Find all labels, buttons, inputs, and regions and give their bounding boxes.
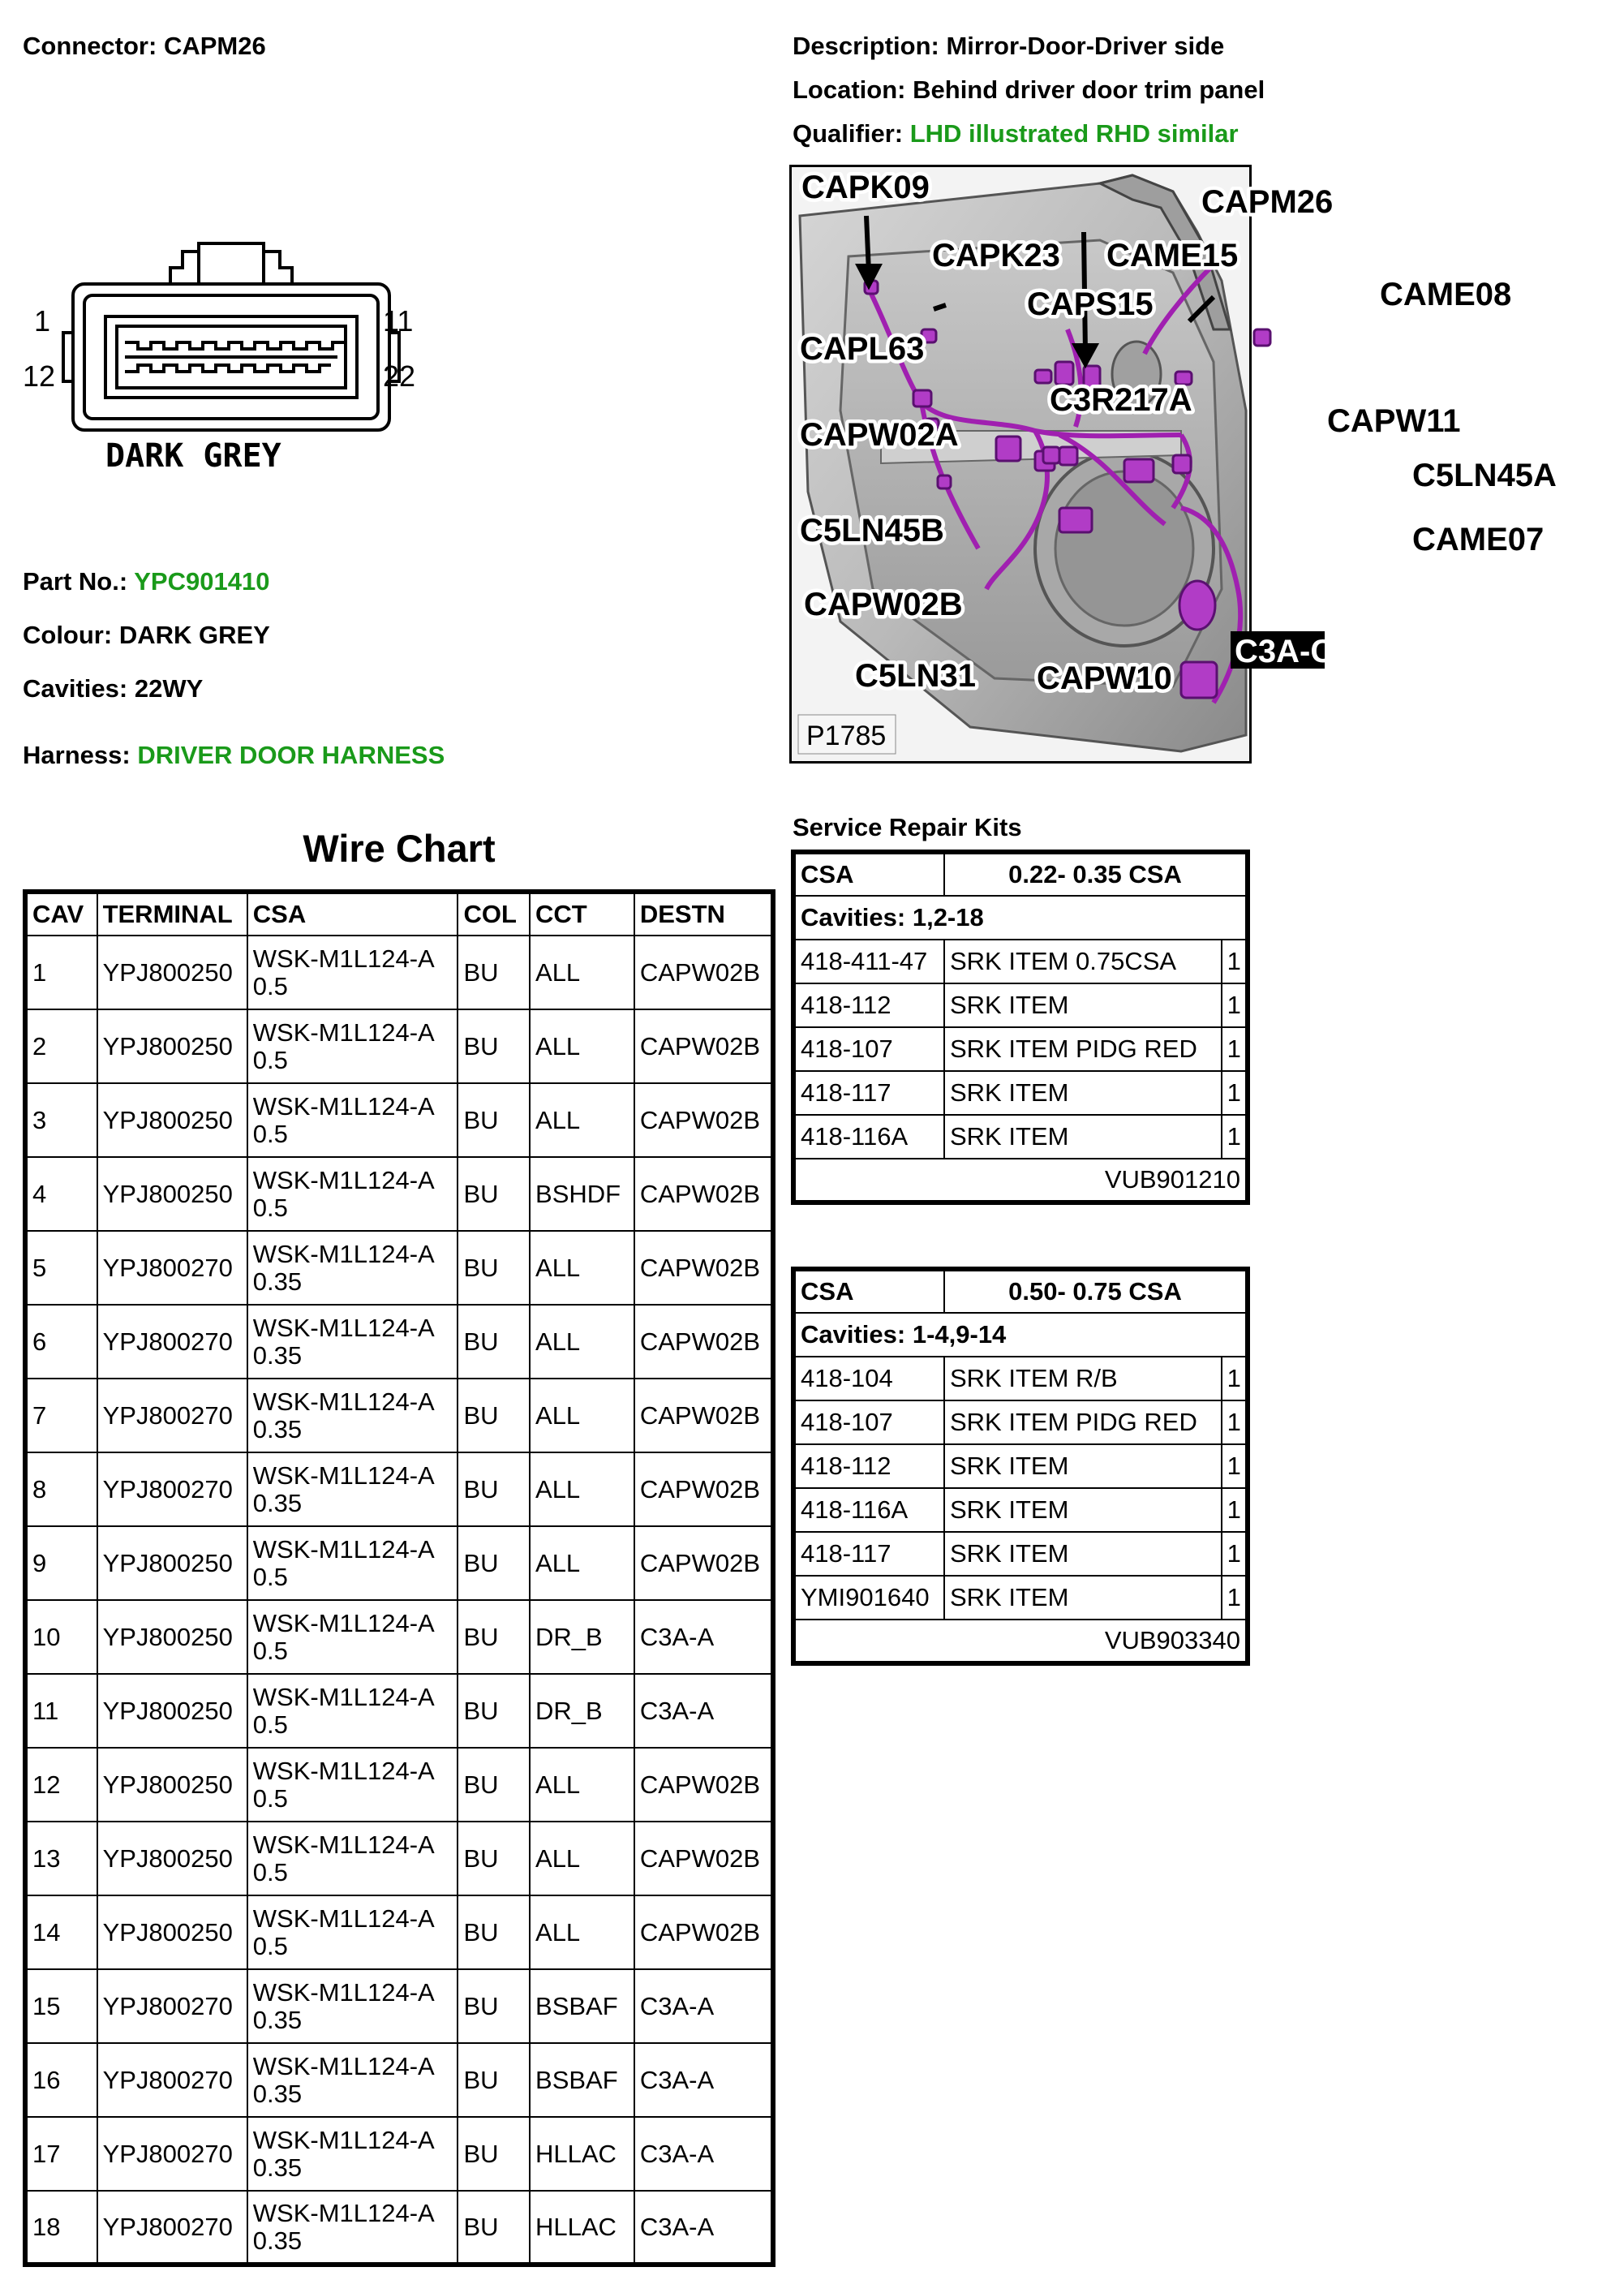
srk-title: Service Repair Kits [793, 813, 1022, 841]
cell-cct: ALL [530, 1009, 634, 1083]
table-row [25, 1452, 773, 1526]
cell-cav: 6 [25, 1305, 97, 1379]
srk-item-desc: SRK ITEM [944, 1488, 1222, 1532]
cell-terminal: YPJ800270 [97, 2191, 247, 2265]
cell-csa-size: 0.5 [252, 1045, 288, 1074]
cell-csa [247, 2117, 458, 2191]
cell-csa-spec: WSK-M1L124-A [252, 2125, 435, 2154]
srk-item-desc: SRK ITEM [944, 1532, 1222, 1576]
door-harness-drawing [792, 167, 1557, 761]
cell-csa [247, 1379, 458, 1452]
cell-terminal: YPJ800250 [97, 1748, 247, 1822]
cell-terminal: YPJ800250 [97, 1083, 247, 1157]
srk-item-desc: SRK ITEM [944, 1576, 1222, 1620]
cell-cct: BSBAF [530, 1969, 634, 2043]
srk-item-qty: 1 [1222, 1357, 1248, 1400]
srk-item-desc: SRK ITEM [944, 1115, 1222, 1159]
cell-cav: 13 [25, 1822, 97, 1895]
callout-c5ln45a: C5LN45A [1412, 458, 1557, 493]
list-item [793, 1357, 1248, 1400]
srk-item-qty: 1 [1222, 1444, 1248, 1488]
cell-csa-size: 0.5 [252, 1636, 288, 1665]
cell-destn: CAPW02B [634, 1009, 773, 1083]
pin-label-12: 12 [23, 359, 56, 393]
description-label: Description: [793, 32, 939, 60]
srk-1-csa-value: 0.22- 0.35 CSA [944, 852, 1248, 896]
srk-2-cavities-row [793, 1313, 1248, 1357]
illustration-code: P1785 [806, 721, 887, 751]
cell-destn: C3A-A [634, 2043, 773, 2117]
cell-col: BU [458, 1231, 530, 1305]
location-value: Behind driver door trim panel [913, 75, 1265, 104]
srk-item-desc: SRK ITEM PIDG RED [944, 1027, 1222, 1071]
cell-terminal: YPJ800270 [97, 2117, 247, 2191]
table-row [25, 1083, 773, 1157]
cell-destn: C3A-A [634, 2191, 773, 2265]
cell-cct: ALL [530, 1231, 634, 1305]
cell-csa [247, 1600, 458, 1674]
cell-cav: 8 [25, 1452, 97, 1526]
cell-cav: 18 [25, 2191, 97, 2265]
cell-cav: 4 [25, 1157, 97, 1231]
callout-c5ln31: C5LN31 [855, 658, 976, 694]
part-number-line [23, 566, 269, 597]
srk-2-kit-row [793, 1620, 1248, 1663]
cell-csa-size: 0.5 [252, 1783, 288, 1813]
cell-csa-spec: WSK-M1L124-A [252, 1165, 435, 1194]
harness-value: DRIVER DOOR HARNESS [137, 741, 445, 769]
cell-cav: 11 [25, 1674, 97, 1748]
srk-table-2 [791, 1267, 1250, 1666]
srk-item-qty: 1 [1222, 1027, 1248, 1071]
table-row [25, 1379, 773, 1452]
cell-destn: CAPW02B [634, 936, 773, 1009]
cell-col: BU [458, 1452, 530, 1526]
cell-csa-spec: WSK-M1L124-A [252, 1091, 435, 1121]
srk-item-qty: 1 [1222, 1532, 1248, 1576]
harness-label: Harness: [23, 741, 131, 769]
cell-col: BU [458, 1526, 530, 1600]
srk-item-code: 418-104 [793, 1357, 944, 1400]
cell-csa [247, 1157, 458, 1231]
column-header-cav: CAV [25, 892, 97, 936]
cell-destn: CAPW02B [634, 1895, 773, 1969]
cell-terminal: YPJ800250 [97, 1526, 247, 1600]
cell-cct: ALL [530, 1895, 634, 1969]
list-item [793, 1027, 1248, 1071]
cell-csa [247, 1305, 458, 1379]
connector-heading [23, 31, 266, 62]
srk-1-kit-number: VUB901210 [793, 1159, 1248, 1202]
srk-2-csa-label: CSA [793, 1269, 944, 1313]
cell-col: BU [458, 2043, 530, 2117]
table-row [25, 1674, 773, 1748]
srk-item-qty: 1 [1222, 940, 1248, 983]
srk-item-code: 418-112 [793, 1444, 944, 1488]
cell-cct: ALL [530, 936, 634, 1009]
cell-terminal: YPJ800270 [97, 1231, 247, 1305]
cell-csa-spec: WSK-M1L124-A [252, 1313, 435, 1342]
description-line [793, 31, 1224, 62]
connector-label: Connector: [23, 32, 157, 60]
column-header-destn: DESTN [634, 892, 773, 936]
cavities-line [23, 673, 203, 704]
table-row [25, 1969, 773, 2043]
callout-capw02b: CAPW02B [804, 587, 963, 622]
list-item [793, 1576, 1248, 1620]
srk-item-qty: 1 [1222, 983, 1248, 1027]
table-row [25, 2043, 773, 2117]
qualifier-line [793, 118, 1239, 149]
cell-csa-size: 0.35 [252, 1488, 303, 1517]
table-row [25, 1600, 773, 1674]
cell-cav: 16 [25, 2043, 97, 2117]
srk-item-desc: SRK ITEM [944, 1444, 1222, 1488]
pin-label-11: 11 [383, 304, 414, 338]
cell-csa-size: 0.35 [252, 1340, 303, 1370]
table-row [25, 1009, 773, 1083]
cell-cct: ALL [530, 1379, 634, 1452]
cell-destn: C3A-A [634, 2117, 773, 2191]
cell-col: BU [458, 1822, 530, 1895]
cell-destn: CAPW02B [634, 1157, 773, 1231]
cell-terminal: YPJ800270 [97, 1305, 247, 1379]
cell-col: BU [458, 1600, 530, 1674]
cell-terminal: YPJ800250 [97, 1674, 247, 1748]
cell-terminal: YPJ800250 [97, 1157, 247, 1231]
table-row [25, 2191, 773, 2265]
cell-terminal: YPJ800250 [97, 1600, 247, 1674]
speaker-cone [1055, 471, 1193, 626]
callout-c3r217a: C3R217A [1050, 382, 1192, 418]
callout-capm26: CAPM26 [1201, 184, 1334, 220]
srk-item-desc: SRK ITEM 0.75CSA [944, 940, 1222, 983]
part-number-value: YPC901410 [134, 567, 270, 596]
cell-cav: 7 [25, 1379, 97, 1452]
cell-col: BU [458, 2191, 530, 2265]
cell-col: BU [458, 1083, 530, 1157]
list-item [793, 1532, 1248, 1576]
qualifier-value: LHD illustrated RHD similar [909, 119, 1239, 148]
cell-destn: CAPW02B [634, 1748, 773, 1822]
cell-csa [247, 2191, 458, 2265]
srk-item-code: 418-116A [793, 1488, 944, 1532]
wire-chart-title: Wire Chart [303, 827, 496, 870]
colour-value: DARK GREY [118, 621, 270, 649]
table-row [25, 1822, 773, 1895]
srk-2-kit-number: VUB903340 [793, 1620, 1248, 1663]
cell-col: BU [458, 1379, 530, 1452]
cell-csa-spec: WSK-M1L124-A [252, 1682, 435, 1711]
cell-csa [247, 1231, 458, 1305]
cell-cav: 12 [25, 1748, 97, 1822]
cell-csa [247, 1969, 458, 2043]
pin-label-1: 1 [34, 304, 51, 338]
cell-terminal: YPJ800270 [97, 1452, 247, 1526]
cell-col: BU [458, 1157, 530, 1231]
pin-label-22: 22 [383, 359, 416, 393]
cell-cct: DR_B [530, 1674, 634, 1748]
srk-1-cavities: Cavities: 1,2-18 [793, 896, 1248, 940]
callout-c5ln45b: C5LN45B [800, 513, 944, 548]
cell-csa-size: 0.35 [252, 2005, 303, 2034]
cell-cct: ALL [530, 1305, 634, 1379]
list-item [793, 1400, 1248, 1444]
cell-csa [247, 1526, 458, 1600]
cell-destn: C3A-A [634, 1969, 773, 2043]
cell-csa-size: 0.5 [252, 1857, 288, 1886]
callout-capk23: CAPK23 [932, 238, 1060, 273]
cell-terminal: YPJ800270 [97, 2043, 247, 2117]
colour-line [23, 620, 270, 651]
list-item [793, 1444, 1248, 1488]
cell-cct: ALL [530, 1748, 634, 1822]
cell-col: BU [458, 936, 530, 1009]
srk-item-code: 418-107 [793, 1400, 944, 1444]
harness-line [23, 740, 445, 771]
cell-csa-size: 0.5 [252, 1119, 288, 1148]
cell-csa [247, 1083, 458, 1157]
cell-cct: DR_B [530, 1600, 634, 1674]
connector-face-diagram [16, 235, 438, 479]
cell-csa-spec: WSK-M1L124-A [252, 1460, 435, 1490]
cell-cav: 1 [25, 936, 97, 1009]
cell-cct: HLLAC [530, 2117, 634, 2191]
srk-item-qty: 1 [1222, 1071, 1248, 1115]
cell-col: BU [458, 2117, 530, 2191]
cell-terminal: YPJ800270 [97, 1969, 247, 2043]
cell-csa [247, 1822, 458, 1895]
srk-item-qty: 1 [1222, 1488, 1248, 1532]
cell-csa-size: 0.35 [252, 2226, 303, 2255]
cell-destn: CAPW02B [634, 1083, 773, 1157]
cell-col: BU [458, 1748, 530, 1822]
cell-csa-spec: WSK-M1L124-A [252, 1239, 435, 1268]
srk-table-1 [791, 850, 1250, 1205]
cell-csa-spec: WSK-M1L124-A [252, 1017, 435, 1047]
cell-cct: ALL [530, 1452, 634, 1526]
srk-2-cavities: Cavities: 1-4,9-14 [793, 1313, 1248, 1357]
srk-item-qty: 1 [1222, 1576, 1248, 1620]
srk-item-desc: SRK ITEM [944, 1071, 1222, 1115]
cell-csa-spec: WSK-M1L124-A [252, 944, 435, 973]
cell-csa-spec: WSK-M1L124-A [252, 1977, 435, 2007]
cell-csa-spec: WSK-M1L124-A [252, 1608, 435, 1637]
cell-destn: CAPW02B [634, 1305, 773, 1379]
srk-item-qty: 1 [1222, 1115, 1248, 1159]
callout-caps15: CAPS15 [1027, 286, 1154, 322]
column-header-col: COL [458, 892, 530, 936]
cell-terminal: YPJ800250 [97, 1009, 247, 1083]
cavities-value: 22WY [134, 674, 204, 703]
cell-csa [247, 1452, 458, 1526]
callout-came07: CAME07 [1412, 522, 1545, 557]
srk-1-csa-label: CSA [793, 852, 944, 896]
srk-1-items [793, 940, 1248, 1159]
cavities-label: Cavities: [23, 674, 128, 703]
cell-destn: CAPW02B [634, 1379, 773, 1452]
wire-chart-header-row [25, 892, 773, 936]
column-header-terminal: TERMINAL [97, 892, 247, 936]
table-row [25, 2117, 773, 2191]
cell-cct: HLLAC [530, 2191, 634, 2265]
cell-col: BU [458, 1969, 530, 2043]
callout-came15: CAME15 [1106, 238, 1239, 273]
cell-cav: 14 [25, 1895, 97, 1969]
cell-destn: CAPW02B [634, 1231, 773, 1305]
srk-2-csa-value: 0.50- 0.75 CSA [944, 1269, 1248, 1313]
cell-terminal: YPJ800270 [97, 1379, 247, 1452]
cell-csa [247, 1748, 458, 1822]
wire-chart-table [23, 889, 775, 2267]
callout-came08: CAME08 [1380, 277, 1512, 312]
cell-terminal: YPJ800250 [97, 1895, 247, 1969]
door-illustration [789, 165, 1557, 764]
colour-label: Colour: [23, 621, 113, 649]
list-item [793, 1488, 1248, 1532]
table-row [25, 1526, 773, 1600]
cell-csa [247, 1009, 458, 1083]
column-header-csa: CSA [247, 892, 458, 936]
cell-cct: ALL [530, 1083, 634, 1157]
cell-csa-spec: WSK-M1L124-A [252, 1904, 435, 1933]
callout-capk09: CAPK09 [801, 170, 930, 205]
table-row [25, 1231, 773, 1305]
cell-col: BU [458, 1305, 530, 1379]
location-line [793, 75, 1265, 105]
cell-csa-spec: WSK-M1L124-A [252, 1756, 435, 1785]
cell-cct: BSHDF [530, 1157, 634, 1231]
list-item [793, 940, 1248, 983]
description-value: Mirror-Door-Driver side [946, 32, 1225, 60]
connector-outline [63, 243, 399, 430]
cell-cct: ALL [530, 1526, 634, 1600]
srk-item-code: 418-107 [793, 1027, 944, 1071]
cell-csa-spec: WSK-M1L124-A [252, 1534, 435, 1564]
cell-cav: 15 [25, 1969, 97, 2043]
cell-cav: 10 [25, 1600, 97, 1674]
cell-csa [247, 2043, 458, 2117]
cell-cct: ALL [530, 1822, 634, 1895]
cell-cav: 17 [25, 2117, 97, 2191]
cell-csa [247, 1895, 458, 1969]
cell-csa-size: 0.5 [252, 971, 288, 1000]
connector-value: CAPM26 [163, 32, 266, 60]
srk-2-items [793, 1357, 1248, 1620]
srk-1-cavities-row [793, 896, 1248, 940]
cell-csa-spec: WSK-M1L124-A [252, 2051, 435, 2080]
cell-terminal: YPJ800250 [97, 1822, 247, 1895]
srk-item-qty: 1 [1222, 1400, 1248, 1444]
srk-item-desc: SRK ITEM R/B [944, 1357, 1222, 1400]
cell-csa-size: 0.35 [252, 1267, 303, 1296]
list-item [793, 983, 1248, 1027]
cell-csa-spec: WSK-M1L124-A [252, 1387, 435, 1416]
srk-item-code: 418-411-47 [793, 940, 944, 983]
srk-1-kit-row [793, 1159, 1248, 1202]
cell-csa-spec: WSK-M1L124-A [252, 2198, 435, 2227]
cell-destn: C3A-A [634, 1600, 773, 1674]
cell-csa [247, 1674, 458, 1748]
cell-destn: CAPW02B [634, 1452, 773, 1526]
cell-cct: BSBAF [530, 2043, 634, 2117]
srk-1-header-row [793, 852, 1248, 896]
srk-item-code: 418-117 [793, 1071, 944, 1115]
callout-capw10: CAPW10 [1037, 660, 1172, 696]
cell-csa-size: 0.5 [252, 1710, 288, 1739]
cell-cav: 2 [25, 1009, 97, 1083]
cell-destn: C3A-A [634, 1674, 773, 1748]
callout-capw02a: CAPW02A [800, 417, 959, 453]
location-label: Location: [793, 75, 906, 104]
wire-chart-body [25, 936, 773, 2265]
list-item [793, 1115, 1248, 1159]
cell-csa-size: 0.5 [252, 1193, 288, 1222]
part-number-label: Part No.: [23, 567, 128, 596]
cell-destn: CAPW02B [634, 1526, 773, 1600]
srk-2-header-row [793, 1269, 1248, 1313]
cell-csa [247, 936, 458, 1009]
callout-c3a-c: C3A-C [1235, 634, 1334, 669]
cell-cav: 5 [25, 1231, 97, 1305]
cell-csa-spec: WSK-M1L124-A [252, 1830, 435, 1859]
cell-col: BU [458, 1895, 530, 1969]
callout-capl63: CAPL63 [800, 331, 925, 367]
cell-col: BU [458, 1674, 530, 1748]
connector-colour-caption: DARK GREY [105, 437, 281, 475]
callout-capw11: CAPW11 [1327, 403, 1461, 439]
list-item [793, 1071, 1248, 1115]
table-row [25, 1895, 773, 1969]
srk-item-code: 418-117 [793, 1532, 944, 1576]
cell-csa-size: 0.35 [252, 2153, 303, 2182]
cell-cav: 3 [25, 1083, 97, 1157]
cell-csa-size: 0.35 [252, 2079, 303, 2108]
cell-cav: 9 [25, 1526, 97, 1600]
table-row [25, 1305, 773, 1379]
srk-item-desc: SRK ITEM PIDG RED [944, 1400, 1222, 1444]
cell-destn: CAPW02B [634, 1822, 773, 1895]
table-row [25, 936, 773, 1009]
column-header-cct: CCT [530, 892, 634, 936]
cell-csa-size: 0.5 [252, 1562, 288, 1591]
cell-terminal: YPJ800250 [97, 936, 247, 1009]
srk-item-desc: SRK ITEM [944, 983, 1222, 1027]
table-row [25, 1157, 773, 1231]
cell-col: BU [458, 1009, 530, 1083]
cell-csa-size: 0.35 [252, 1414, 303, 1443]
srk-item-code: 418-116A [793, 1115, 944, 1159]
srk-item-code: 418-112 [793, 983, 944, 1027]
qualifier-label: Qualifier: [793, 119, 904, 148]
table-row [25, 1748, 773, 1822]
srk-item-code: YMI901640 [793, 1576, 944, 1620]
cell-csa-size: 0.5 [252, 1931, 288, 1960]
